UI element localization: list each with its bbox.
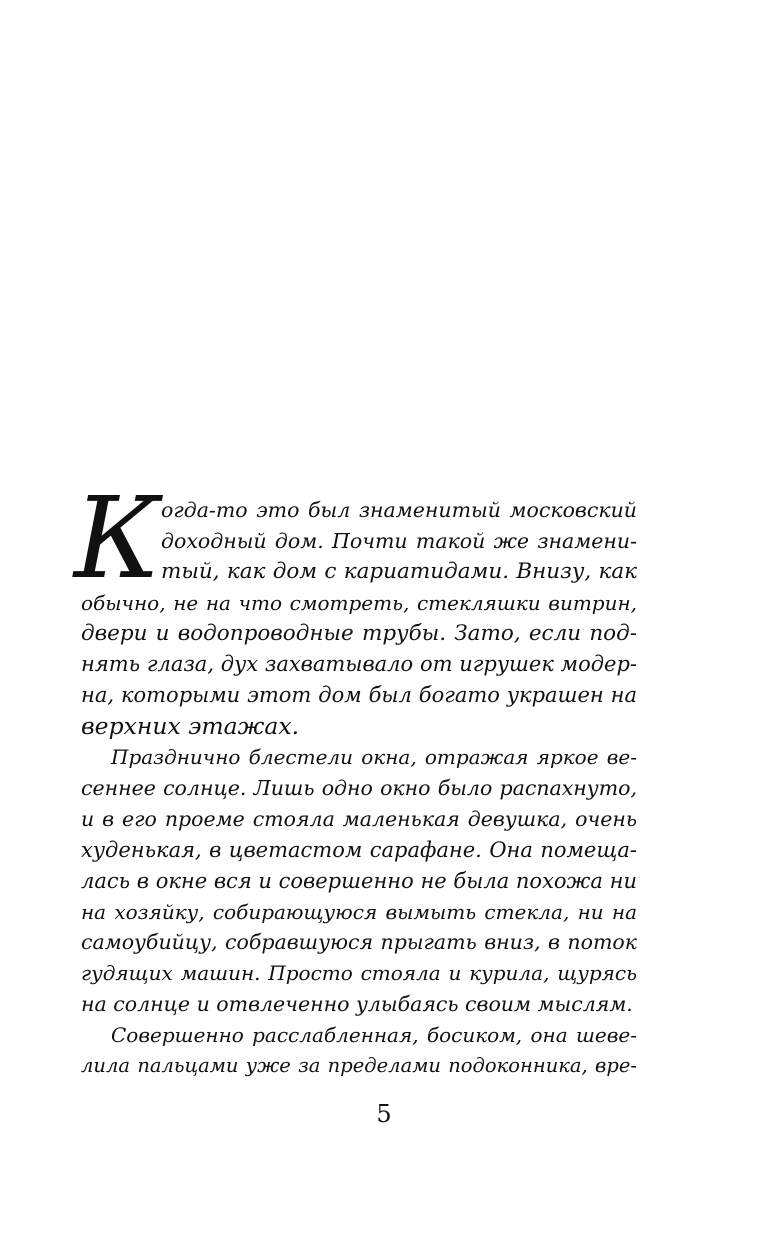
text-line: на, которыми этот дом был богато украшен на — [81, 683, 637, 708]
text-line: тый, как дом с кариатидами. Внизу, как — [161, 558, 637, 584]
page-number: 5 — [376, 1100, 392, 1128]
text-line: огда-то это был знаменитый московский — [161, 498, 637, 522]
text-line: лась в окне вся и совершенно не была похожа ни — [81, 868, 637, 893]
body-text — [74, 474, 637, 1082]
text-line: и в его проеме стояла маленькая девушка, очень — [81, 806, 637, 831]
text-line: Совершенно расслабленная, босиком, она шеве- — [111, 1023, 637, 1048]
text-line: сеннее солнце. Лишь одно окно было распахнуто, — [81, 776, 637, 801]
text-line: верхних этажах. — [81, 712, 300, 741]
text-line: гудящих машин. Просто стояла и курила, щурясь — [81, 961, 637, 986]
text-line: Празднично блестели окна, отражая яркое ве- — [111, 745, 637, 770]
text-line: обычно, не на что смотреть, стекляшки витрин, — [81, 590, 637, 615]
text-line: нять глаза, дух захватывало от игрушек модер- — [81, 652, 637, 677]
text-line: доходный дом. Почти такой же знамени- — [161, 528, 637, 553]
text-line: на солнце и отвлеченно улыбаясь своим мыслям. — [81, 992, 633, 1017]
text-line: на хозяйку, собирающуюся вымыть стекла, ни на — [81, 899, 637, 924]
text-line: худенькая, в цветастом сарафане. Она помеща- — [81, 837, 637, 862]
text-line: самоубийцу, собравшуюся прыгать вниз, в поток — [81, 930, 637, 955]
drop-cap: К — [74, 474, 161, 604]
text-line: лила пальцами уже за пределами подоконника, вре- — [81, 1054, 637, 1078]
text-line: двери и водопроводные трубы. Зато, если под- — [81, 620, 637, 646]
